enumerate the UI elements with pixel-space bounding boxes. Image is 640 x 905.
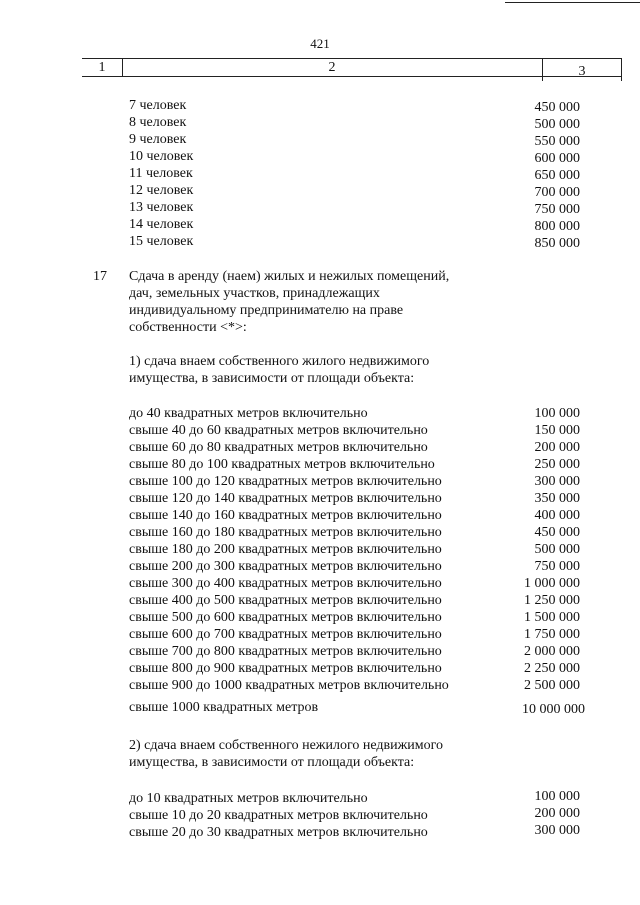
area-value: 1 000 000: [524, 576, 580, 591]
header-divider: [542, 59, 543, 81]
area-value: 450 000: [534, 525, 580, 540]
area-label: свыше 120 до 140 квадратных метров включительно: [129, 491, 442, 506]
area-label: свыше 100 до 120 квадратных метров включительно: [129, 474, 442, 489]
area-label: свыше 800 до 900 квадратных метров включительно: [129, 661, 442, 676]
area-label: до 40 квадратных метров включительно: [129, 406, 368, 421]
area-value: 10 000 000: [522, 702, 585, 717]
persons-label: 7 человек: [129, 98, 187, 113]
area-value: 200 000: [534, 440, 580, 455]
area-value: 1 500 000: [524, 610, 580, 625]
persons-label: 14 человек: [129, 217, 194, 232]
area-value: 200 000: [534, 806, 580, 821]
area-label: свыше 160 до 180 квадратных метров включительно: [129, 525, 442, 540]
area-label: свыше 200 до 300 квадратных метров включительно: [129, 559, 442, 574]
persons-value: 600 000: [534, 151, 580, 166]
persons-value: 500 000: [534, 117, 580, 132]
subsection-heading: 2) сдача внаем собственного нежилого недвижимого: [129, 738, 444, 753]
subsection-heading: имущества, в зависимости от площади объекта:: [129, 371, 415, 386]
item-title-line: дач, земельных участков, принадлежащих: [129, 286, 380, 301]
persons-value: 750 000: [534, 202, 580, 217]
persons-value: 800 000: [534, 219, 580, 234]
area-label: свыше 400 до 500 квадратных метров включительно: [129, 593, 442, 608]
area-value: 100 000: [534, 406, 580, 421]
area-value: 300 000: [534, 823, 580, 838]
area-value: 150 000: [534, 423, 580, 438]
area-label: свыше 180 до 200 квадратных метров включительно: [129, 542, 442, 557]
persons-label: 11 человек: [129, 166, 193, 181]
persons-label: 10 человек: [129, 149, 194, 164]
area-value: 1 250 000: [524, 593, 580, 608]
area-label: свыше 20 до 30 квадратных метров включительно: [129, 825, 428, 840]
table-header: [82, 58, 622, 77]
area-value: 2 500 000: [524, 678, 580, 693]
persons-value: 550 000: [534, 134, 580, 149]
area-label: свыше 40 до 60 квадратных метров включительно: [129, 423, 428, 438]
header-col-3: 3: [578, 64, 586, 79]
area-label: свыше 700 до 800 квадратных метров включительно: [129, 644, 442, 659]
area-value: 750 000: [534, 559, 580, 574]
persons-label: 13 человек: [129, 200, 194, 215]
area-label: свыше 140 до 160 квадратных метров включительно: [129, 508, 442, 523]
area-label: до 10 квадратных метров включительно: [129, 791, 368, 806]
area-label: свыше 600 до 700 квадратных метров включительно: [129, 627, 442, 642]
area-value: 2 250 000: [524, 661, 580, 676]
persons-label: 15 человек: [129, 234, 194, 249]
area-value: 100 000: [534, 789, 580, 804]
header-col-1: 1: [98, 60, 106, 75]
area-label: свыше 900 до 1000 квадратных метров включительно: [129, 678, 449, 693]
item-title-line: Сдача в аренду (наем) жилых и нежилых помещений,: [129, 269, 450, 284]
page-number: 421: [310, 36, 330, 51]
persons-value: 650 000: [534, 168, 580, 183]
area-label: свыше 1000 квадратных метров: [129, 700, 319, 715]
persons-value: 450 000: [534, 100, 580, 115]
area-value: 2 000 000: [524, 644, 580, 659]
area-label: свыше 80 до 100 квадратных метров включительно: [129, 457, 435, 472]
area-label: свыше 500 до 600 квадратных метров включительно: [129, 610, 442, 625]
header-col-2: 2: [328, 60, 336, 75]
persons-label: 9 человек: [129, 132, 187, 147]
header-divider: [621, 59, 622, 81]
persons-value: 700 000: [534, 185, 580, 200]
persons-label: 12 человек: [129, 183, 194, 198]
header-divider: [122, 59, 123, 76]
item-title-line: собственности <*>:: [129, 320, 247, 335]
area-value: 400 000: [534, 508, 580, 523]
area-label: свыше 60 до 80 квадратных метров включительно: [129, 440, 428, 455]
area-label: свыше 10 до 20 квадратных метров включительно: [129, 808, 428, 823]
area-label: свыше 300 до 400 квадратных метров включительно: [129, 576, 442, 591]
area-value: 300 000: [534, 474, 580, 489]
area-value: 350 000: [534, 491, 580, 506]
subsection-heading: 1) сдача внаем собственного жилого недвижимого: [129, 354, 430, 369]
area-value: 500 000: [534, 542, 580, 557]
item-number: 17: [93, 269, 107, 284]
subsection-heading: имущества, в зависимости от площади объекта:: [129, 755, 415, 770]
persons-value: 850 000: [534, 236, 580, 251]
persons-label: 8 человек: [129, 115, 187, 130]
area-value: 1 750 000: [524, 627, 580, 642]
top-rule: [505, 2, 640, 3]
area-value: 250 000: [534, 457, 580, 472]
item-title-line: индивидуальному предпринимателю на праве: [129, 303, 404, 318]
